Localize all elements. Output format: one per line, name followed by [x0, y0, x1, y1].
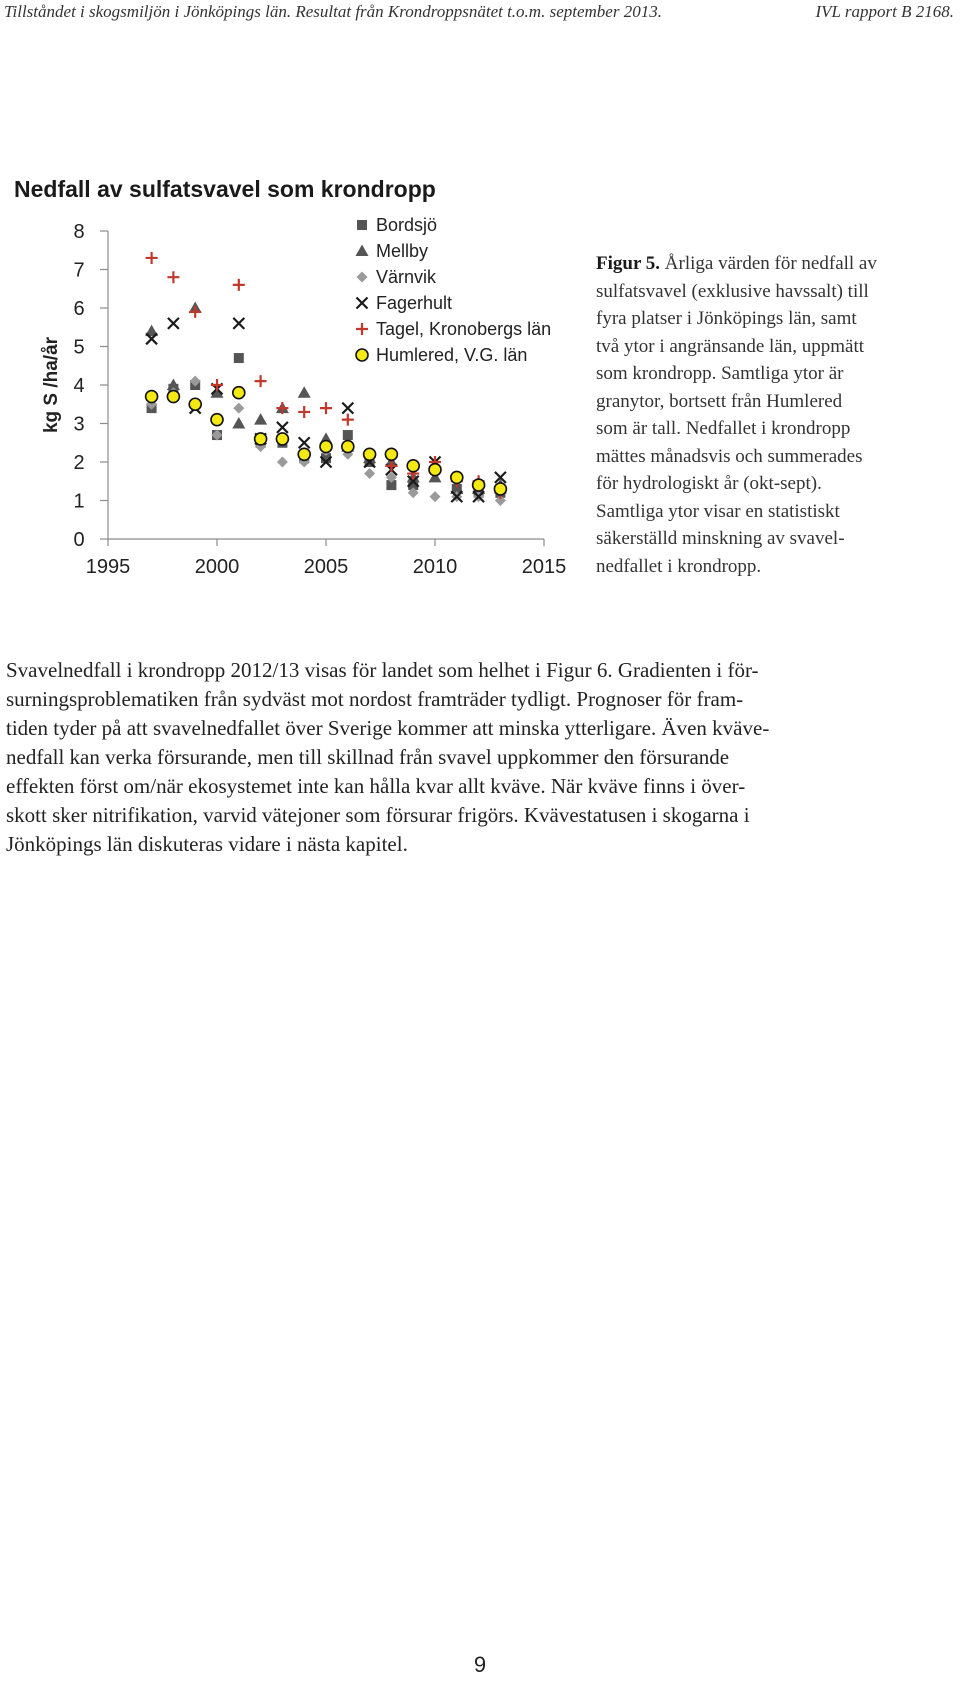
data-point-värnvik	[364, 468, 375, 479]
legend-marker	[357, 298, 368, 309]
legend-label: Mellby	[376, 241, 429, 261]
x-tick-label: 2000	[194, 556, 240, 578]
caption-line: Samtliga ytor visar en statistiskt	[596, 500, 840, 522]
data-point-humlered	[429, 464, 441, 476]
data-point-humlered	[146, 391, 158, 403]
x-tick-label: 2015	[521, 556, 567, 578]
caption-line: som krondropp. Samtliga ytor är	[596, 363, 844, 384]
data-point-humlered	[298, 448, 310, 460]
data-point-tagel	[146, 252, 158, 264]
body-line: surningsproblematiken från sydväst mot nordost framträder tydligt. Prognoser för fram-	[6, 687, 744, 711]
running-header	[4, 2, 954, 26]
data-point-fagerhult	[299, 437, 310, 448]
caption-line: Figur 5. Årliga värden för nedfall av	[596, 253, 877, 274]
body-line: nedfall kan verka försurande, men till skillnad från svavel uppkommer den försurande	[6, 745, 730, 769]
data-point-tagel	[320, 402, 332, 414]
data-point-humlered	[167, 391, 179, 403]
y-tick-label: 0	[73, 529, 85, 551]
header-report-number: IVL rapport B 2168.	[815, 2, 954, 21]
legend-label: Bordsjö	[376, 215, 438, 235]
body-paragraph	[6, 656, 946, 859]
data-point-mellby	[232, 417, 245, 429]
x-tick-label: 1995	[85, 556, 131, 578]
data-point-humlered	[189, 398, 201, 410]
y-tick-label: 2	[73, 452, 85, 474]
legend-label: Värnvik	[376, 267, 437, 287]
legend-marker	[356, 349, 368, 361]
data-point-fagerhult	[233, 318, 244, 329]
legend-marker	[357, 272, 368, 283]
data-point-fagerhult	[277, 422, 288, 433]
y-axis-label: kg S /ha/år	[41, 336, 62, 434]
legend-marker	[356, 245, 369, 257]
data-point-värnvik	[430, 491, 441, 502]
caption-line: mättes månadsvis och summerades	[596, 445, 863, 467]
y-tick-label: 7	[73, 259, 85, 282]
x-tick-label: 2010	[412, 556, 458, 578]
y-tick-label: 5	[73, 336, 85, 359]
y-tick-label: 6	[73, 298, 85, 320]
legend-label: Humlered, V.G. län	[376, 345, 528, 365]
caption-line: två ytor i angränsande län, uppmätt	[596, 335, 865, 357]
data-point-tagel	[167, 271, 179, 283]
data-point-humlered	[320, 441, 332, 453]
body-line: skott sker nitrifikation, varvid vätejoner som försurar frigörs. Kvävestatusen i skogarna i	[6, 803, 750, 827]
caption-line: säkerställd minskning av svavel-	[596, 528, 845, 549]
data-point-mellby	[254, 413, 267, 425]
body-line: Svavelnedfall i krondropp 2012/13 visas för landet som helhet i Figur 6. Gradienten i för-	[6, 658, 759, 682]
data-point-humlered	[451, 471, 463, 483]
data-point-humlered	[364, 448, 376, 460]
data-point-bordsjö	[343, 430, 353, 440]
y-tick-label: 1	[73, 490, 85, 513]
legend-marker	[356, 323, 368, 335]
caption-label: Figur 5.	[596, 253, 661, 274]
data-point-humlered	[407, 460, 419, 472]
y-tick-label: 8	[73, 221, 85, 243]
data-point-värnvik	[277, 457, 288, 468]
page-number: 9	[473, 1652, 487, 1677]
data-point-humlered	[233, 387, 245, 399]
data-point-bordsjö	[234, 353, 244, 363]
data-point-fagerhult	[342, 403, 353, 414]
data-point-tagel	[298, 406, 310, 418]
data-point-värnvik	[233, 403, 244, 414]
data-point-humlered	[255, 433, 267, 445]
caption-line: fyra platser i Jönköpings län, samt	[596, 308, 857, 329]
data-point-tagel	[342, 414, 354, 426]
data-point-tagel	[385, 460, 397, 472]
caption-line: granytor, bortsett från Humlered	[596, 390, 843, 412]
data-point-fagerhult	[168, 318, 179, 329]
header-title: Tillståndet i skogsmiljön i Jönköpings län. Resultat från Krondroppsnätet t.o.m. september 2013.	[4, 2, 662, 21]
x-tick-label: 2005	[303, 556, 349, 578]
legend-label: Fagerhult	[376, 293, 453, 313]
y-tick-label: 4	[73, 375, 85, 397]
data-point-humlered	[342, 441, 354, 453]
data-point-humlered	[276, 433, 288, 445]
chart-title: Nedfall av sulfatsvavel som krondropp	[14, 176, 436, 202]
caption-line: sulfatsvavel (exklusive havssalt) till	[596, 280, 869, 302]
data-point-humlered	[494, 483, 506, 495]
caption-line: nedfallet i krondropp.	[596, 555, 762, 577]
caption-line: för hydrologiskt år (okt-sept).	[596, 473, 822, 494]
legend-marker	[357, 220, 367, 230]
data-point-humlered	[385, 448, 397, 460]
caption-line: som är tall. Nedfallet i krondropp	[596, 418, 851, 439]
body-line: tiden tyder på att svavelnedfallet över Sverige kommer att minska ytterligare. Även kväve-	[6, 716, 770, 740]
data-point-humlered	[473, 479, 485, 491]
data-point-humlered	[211, 414, 223, 426]
figure-caption	[596, 250, 936, 580]
data-point-tagel	[211, 379, 223, 391]
y-tick-label: 3	[73, 413, 85, 436]
body-line: Jönköpings län diskuteras vidare i nästa kapitel.	[6, 832, 408, 856]
sulfur-deposition-chart	[0, 205, 590, 600]
data-point-tagel	[189, 306, 201, 318]
data-point-tagel	[233, 279, 245, 291]
body-line: effekten först om/när ekosystemet inte kan hålla kvar allt kväve. När kväve finns i över-	[6, 774, 746, 798]
data-point-tagel	[255, 375, 267, 387]
legend-label: Tagel, Kronobergs län	[376, 319, 552, 339]
data-point-mellby	[298, 386, 311, 398]
